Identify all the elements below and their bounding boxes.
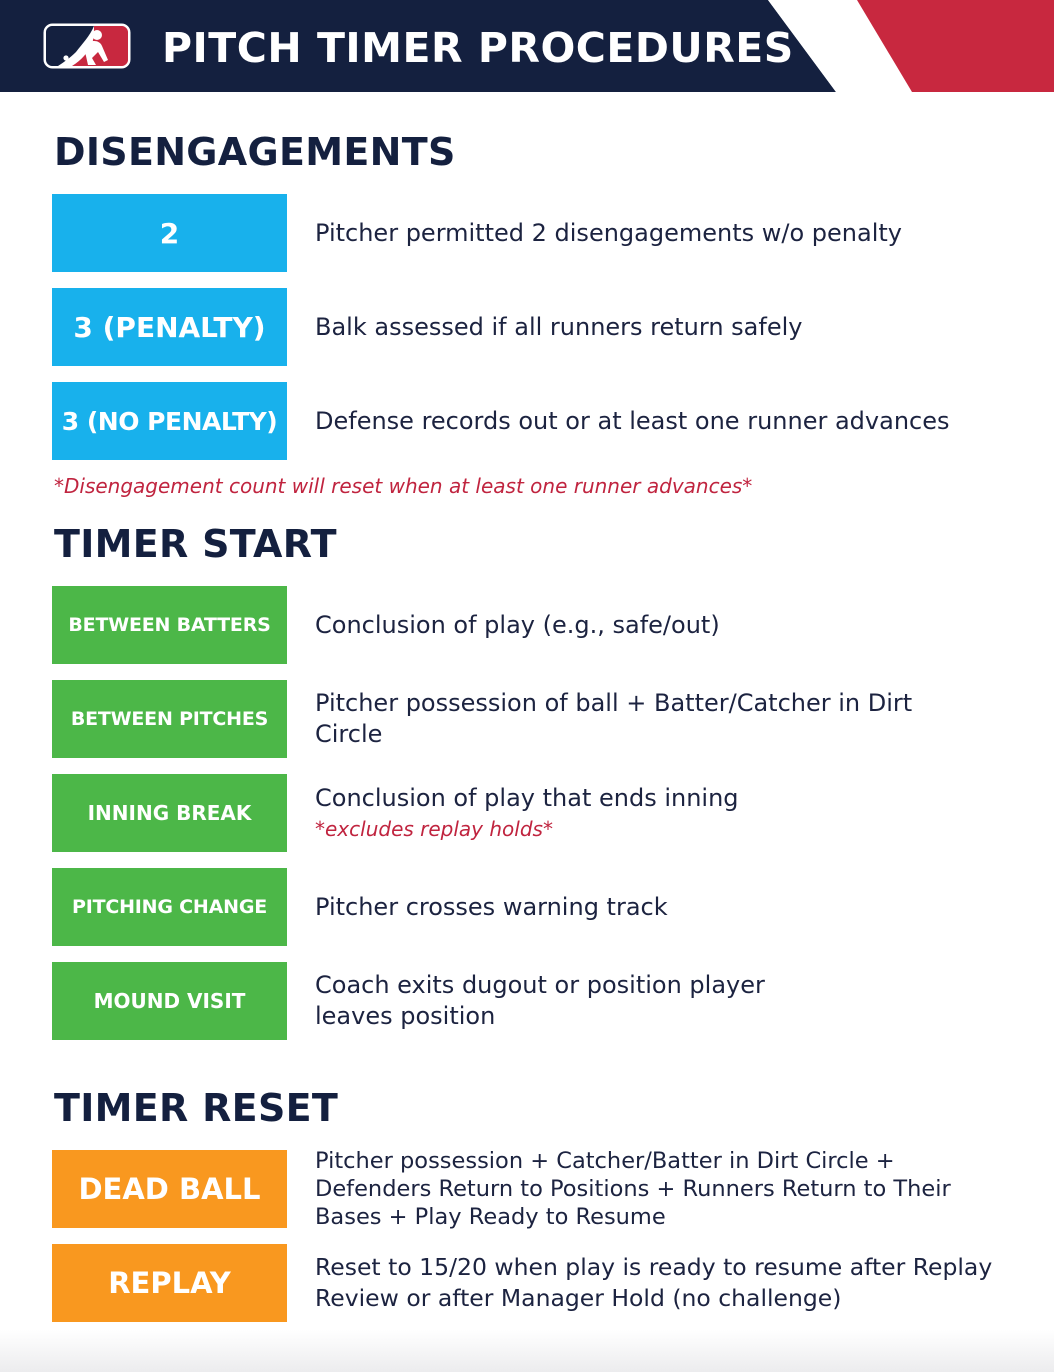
disengagement-badge: 2 (52, 194, 287, 272)
disengagement-description: Pitcher permitted 2 disengagements w/o penalty (315, 218, 902, 247)
page-title: PITCH TIMER PROCEDURES (162, 24, 794, 72)
disengagement-description: Defense records out or at least one runner advances (315, 406, 950, 435)
timer-reset-badge: REPLAY (52, 1244, 287, 1322)
timer-start-row (52, 774, 1002, 854)
timer-start-subnote: *excludes replay holds* (315, 816, 553, 841)
page-footer-shade (0, 1330, 1054, 1372)
disengagement-note: *Disengagement count will reset when at least one runner advances* (54, 474, 753, 498)
timer-start-badge: PITCHING CHANGE (52, 868, 287, 946)
disengagement-row (52, 194, 1002, 274)
disengagement-badge: 3 (NO PENALTY) (52, 382, 287, 460)
timer-start-row (52, 586, 1002, 666)
section-title-timer-reset: TIMER RESET (54, 1086, 339, 1130)
timer-start-description: Pitcher possession of ball + Batter/Catcher in Dirt Circle (315, 689, 913, 748)
timer-start-description: Conclusion of play (e.g., safe/out) (315, 610, 720, 639)
timer-start-badge: MOUND VISIT (52, 962, 287, 1040)
timer-reset-description: Reset to 15/20 when play is ready to resume after Replay Review or after Manager Hold (no challenge) (315, 1253, 993, 1312)
disengagement-description: Balk assessed if all runners return safely (315, 312, 803, 341)
header-banner (0, 0, 1054, 92)
timer-start-badge: INNING BREAK (52, 774, 287, 852)
timer-start-row (52, 868, 1002, 948)
timer-reset-row (52, 1244, 1002, 1324)
disengagement-row (52, 382, 1002, 462)
section-title-disengagements: DISENGAGEMENTS (54, 130, 456, 174)
timer-reset-description: Pitcher possession + Catcher/Batter in Dirt Circle + Defenders Return to Positions + Runners Return to Their Bases + Play Ready to Resume (315, 1148, 951, 1230)
disengagement-badge: 3 (PENALTY) (52, 288, 287, 366)
disengagement-row (52, 288, 1002, 368)
timer-reset-badge: DEAD BALL (52, 1150, 287, 1228)
section-title-timer-start: TIMER START (54, 522, 337, 566)
timer-reset-row (52, 1150, 1002, 1230)
timer-start-description: Pitcher crosses warning track (315, 892, 668, 921)
timer-start-row (52, 680, 1002, 760)
timer-start-badge: BETWEEN PITCHES (52, 680, 287, 758)
timer-start-row (52, 962, 1002, 1042)
timer-start-description: Coach exits dugout or position player leaves position (315, 971, 765, 1030)
timer-start-badge: BETWEEN BATTERS (52, 586, 287, 664)
timer-start-description: Conclusion of play that ends inning *excludes replay holds* (315, 774, 1005, 852)
mlb-logo-icon (42, 22, 132, 70)
